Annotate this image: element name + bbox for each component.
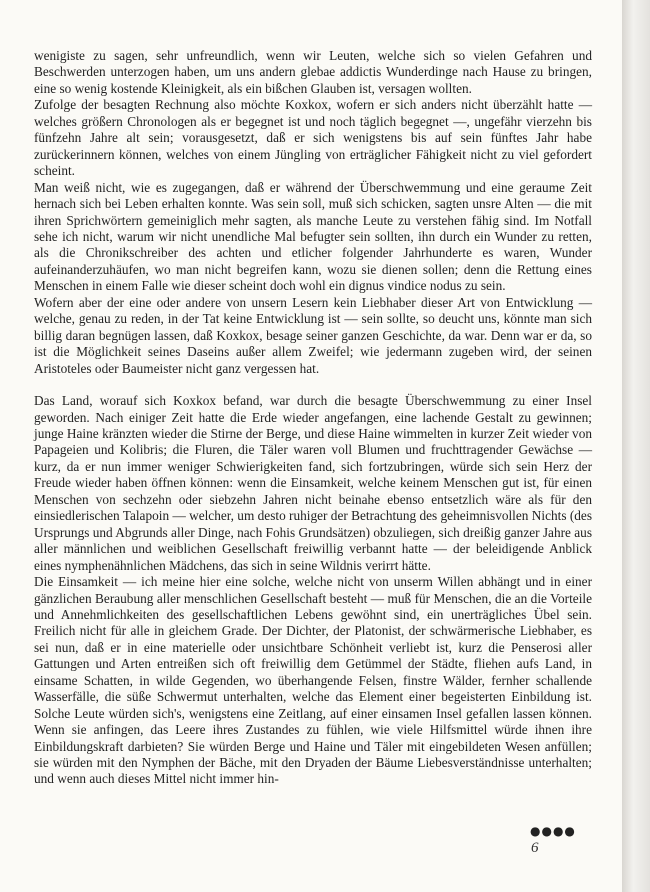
body-text xyxy=(34,48,592,788)
paragraph-6: Die Einsamkeit — ich meine hier eine solche, welche nicht von unserm Willen abhängt und in einer gänzlichen Beraubung aller menschlichen Gesellschaft besteht — muß für Menschen, die an die Vorteile und Annehmlichkeiten des gesellschaftlichen Lebens gewöhnt sind, ein unerträgliches Übel sein. Freilich nicht für alle in gleichem Grade. Der Dichter, der Platonist, der schwärmerische Liebhaber, es sei nun, daß er in eine materielle oder unsichtbare Schönheit verliebt ist, kurz die Penserosi aller Gattungen und Arten entreißen sich oft freiwillig dem Getümmel der Städte, fliehen aufs Land, in einsame Schatten, in wilde Gegenden, wo überhangende Felsen, finstre Wälder, fernher schallende Wasserfälle, die süße Schwermut unterhalten, welche das Element einer begeisterten Einbildung ist. Solche Leute würden sich's, wenigstens eine Zeitlang, auf einer einsamen Insel gefallen lassen können. Wenn sie anfingen, das Leere ihres Zustandes zu fühlen, wie viele Hilfsmittel würde ihnen ihre Einbildungskraft darbieten? Sie würden Berge und Haine und Täler mit eingebildeten Wesen anfüllen; sie würden mit den Nymphen der Bäche, mit den Dryaden der Bäume Liebesverständnisse unterhalten; und wenn auch dieses Mittel nicht immer hin- xyxy=(34,574,592,787)
paragraph-1: wenigiste zu sagen, sehr unfreundlich, wenn wir Leuten, welche sich so vielen Gefahren und Beschwerden unterzogen haben, um uns andern glebae addictis Wunderdinge nach Hause zu bringen, eine so wenig kostende Kleinigkeit, als ein bißchen Glauben ist, versagen wollten. xyxy=(34,48,592,96)
paragraph-2: Zufolge der besagten Rechnung also möchte Koxkox, wofern er sich anders nicht überzählt hatte — welches größern Chronologen als er begegnet ist und noch täglich begegnet —, ungefähr vierzehn bis fünfzehn Jahre alt sein; vorausgesetzt, daß er sich wenigstens bis auf sein fünftes Jahr habe zurückerinnern können, welches von einem Jüngling von erträglicher Fähigkeit nicht zu viel gefordert scheint. xyxy=(34,97,592,179)
continuation-marker: ●●●● xyxy=(530,824,576,838)
paragraph-4: Wofern aber der eine oder andere von unsern Lesern kein Liebhaber dieser Art von Entwicklung — welche, genau zu reden, in der Tat keine Entwicklung ist — sein sollte, so deucht uns, könnte man sich billig daran begnügen lassen, daß Koxkox, besage seiner ganzen Geschichte, da war. Denn war er da, so ist die Möglichkeit seines Daseins außer allem Zweifel; wie jedermann zugeben wird, der seinen Aristoteles oder Baumeister nicht ganz vergessen hat. xyxy=(34,294,592,376)
paragraph-5: Das Land, worauf sich Koxkox befand, war durch die besagte Überschwemmung zu einer Insel geworden. Nach einiger Zeit hatte die Erde wieder angefangen, eine lachende Gestalt zu gewinnen; junge Haine kränzten wieder die Stirne der Berge, und diese Haine wimmelten in kurzer Zeit wieder von Papageien und Kolibris; die Fluren, die Täler waren voll Blumen und fruchttragender Gewächse — kurz, da er nun immer weniger Schwierigkeiten fand, sich fortzubringen, würde sich sein Herz der Freude wieder haben öffnen können: wenn die Einsamkeit, welche keinem Menschen gut ist, für einen Menschen von sechzehn oder siebzehn Jahren nicht beinahe ebenso entsetzlich wäre als für den einsiedlerischen Talapoin — welcher, um desto ruhiger der Betrachtung des geheimnisvollen Nichts (des Ursprungs und Abgrunds aller Dinge, nach Fohis Grundsätzen) obzuliegen, sich dreißig ganzer Jahre aus aller männlichen und weiblichen Gesellschaft freiwillig verbannt hatte — der beleidigende Anblick eines nymphenähnlichen Mädchens, das sich in seine Wildnis verirrt hätte. xyxy=(34,393,592,573)
page-number: 6 xyxy=(531,840,539,856)
paragraph-3: Man weiß nicht, wie es zugegangen, daß er während der Überschwemmung und eine geraume Zeit hernach sich bei Leben erhalten konnte. Was sein soll, muß sich schicken, sagten unsre Alten — die mit ihren Sprichwörtern gemeiniglich mehr sagten, als manche Leute zu verstehen fähig sind. Im Notfall sehe ich nicht, warum wir nicht unendliche Mal befugter sein sollten, ihn durch ein Wunder zu retten, als die Chronikschreiber des achten und etlicher folgender Jahrhunderte es waren, Wunder aufeinanderzuhäufen, wo man nicht begreifen kann, wozu sie dienen sollen; denn die Rettung eines Menschen in einem Falle wie dieser scheint doch wohl ein dignus vindice nodus zu sein. xyxy=(34,179,592,294)
page-edge xyxy=(622,0,650,892)
